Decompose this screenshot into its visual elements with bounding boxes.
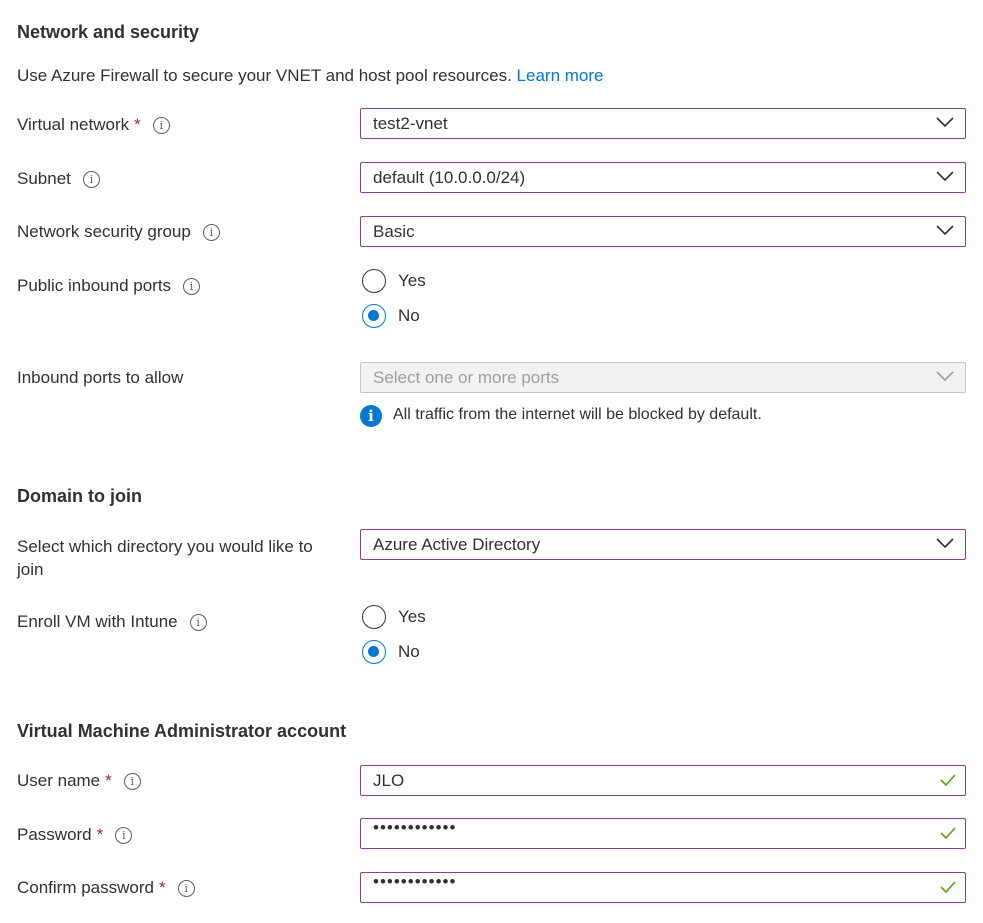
info-icon[interactable]: i bbox=[183, 278, 200, 295]
network-description bbox=[17, 66, 603, 86]
info-icon: i bbox=[360, 405, 382, 427]
nsg-value: Basic bbox=[373, 222, 415, 241]
public-ports-yes-label[interactable]: Yes bbox=[398, 271, 426, 290]
section-heading-network: Network and security bbox=[17, 22, 200, 42]
info-icon[interactable]: i bbox=[153, 117, 170, 134]
directory-dropdown[interactable] bbox=[360, 529, 966, 560]
required-marker: * bbox=[105, 771, 112, 790]
public-ports-label-text: Public inbound ports bbox=[17, 276, 172, 295]
password-label bbox=[17, 823, 132, 846]
virtual-network-label-text: Virtual network bbox=[17, 115, 130, 134]
confirm-password-input[interactable] bbox=[360, 872, 966, 903]
virtual-network-dropdown[interactable] bbox=[360, 108, 966, 139]
section-heading-admin: Virtual Machine Administrator account bbox=[17, 721, 347, 741]
checkmark-icon bbox=[939, 772, 957, 788]
intune-label bbox=[17, 610, 207, 633]
directory-value: Azure Active Directory bbox=[373, 535, 541, 554]
confirm-password-label bbox=[17, 876, 195, 899]
public-ports-label bbox=[17, 274, 200, 297]
section-heading-domain: Domain to join bbox=[17, 486, 142, 506]
chevron-down-icon bbox=[935, 368, 955, 384]
inbound-ports-label: Inbound ports to allow bbox=[17, 368, 184, 387]
chevron-down-icon bbox=[935, 114, 955, 130]
username-label bbox=[17, 769, 141, 792]
virtual-network-value: test2-vnet bbox=[373, 114, 448, 133]
confirm-password-value: •••••••••••• bbox=[373, 872, 457, 891]
intune-no-label[interactable]: No bbox=[398, 642, 420, 661]
info-icon[interactable]: i bbox=[115, 827, 132, 844]
username-value: JLO bbox=[373, 771, 405, 790]
intune-no-radio[interactable] bbox=[362, 640, 386, 664]
virtual-network-label bbox=[17, 113, 170, 136]
checkmark-icon bbox=[939, 825, 957, 841]
password-input[interactable] bbox=[360, 818, 966, 849]
subnet-label bbox=[17, 167, 100, 190]
checkmark-icon bbox=[939, 879, 957, 895]
required-marker: * bbox=[134, 115, 141, 134]
public-ports-no-radio[interactable] bbox=[362, 304, 386, 328]
info-message: All traffic from the internet will be blocked by default. bbox=[393, 406, 762, 423]
chevron-down-icon bbox=[935, 222, 955, 238]
public-ports-no-label[interactable]: No bbox=[398, 306, 420, 325]
inbound-ports-placeholder: Select one or more ports bbox=[373, 368, 560, 387]
network-description-text: Use Azure Firewall to secure your VNET and host pool resources. bbox=[17, 66, 512, 85]
username-label-text: User name bbox=[17, 771, 101, 790]
info-icon[interactable]: i bbox=[83, 171, 100, 188]
intune-yes-radio[interactable] bbox=[362, 605, 386, 629]
confirm-password-label-text: Confirm password bbox=[17, 878, 154, 897]
intune-yes-label[interactable]: Yes bbox=[398, 607, 426, 626]
required-marker: * bbox=[96, 825, 104, 844]
chevron-down-icon bbox=[935, 168, 955, 184]
password-label-text: Password bbox=[17, 825, 92, 844]
info-icon[interactable]: i bbox=[178, 880, 195, 897]
learn-more-link[interactable]: Learn more bbox=[516, 66, 604, 85]
subnet-label-text: Subnet bbox=[17, 169, 71, 188]
public-ports-yes-radio[interactable] bbox=[362, 269, 386, 293]
info-icon[interactable]: i bbox=[124, 773, 141, 790]
nsg-label bbox=[17, 220, 220, 243]
chevron-down-icon bbox=[935, 535, 955, 551]
intune-label-text: Enroll VM with Intune bbox=[17, 612, 178, 631]
subnet-dropdown[interactable] bbox=[360, 162, 966, 193]
nsg-label-text: Network security group bbox=[17, 222, 191, 241]
subnet-value: default (10.0.0.0/24) bbox=[373, 168, 526, 187]
nsg-dropdown[interactable] bbox=[360, 216, 966, 247]
directory-label: Select which directory you would like to join bbox=[17, 537, 313, 579]
required-marker: * bbox=[159, 878, 166, 897]
password-value: •••••••••••• bbox=[373, 818, 457, 837]
info-icon[interactable]: i bbox=[190, 614, 207, 631]
info-icon[interactable]: i bbox=[203, 224, 220, 241]
inbound-ports-dropdown bbox=[360, 362, 966, 393]
username-input[interactable] bbox=[360, 765, 966, 796]
